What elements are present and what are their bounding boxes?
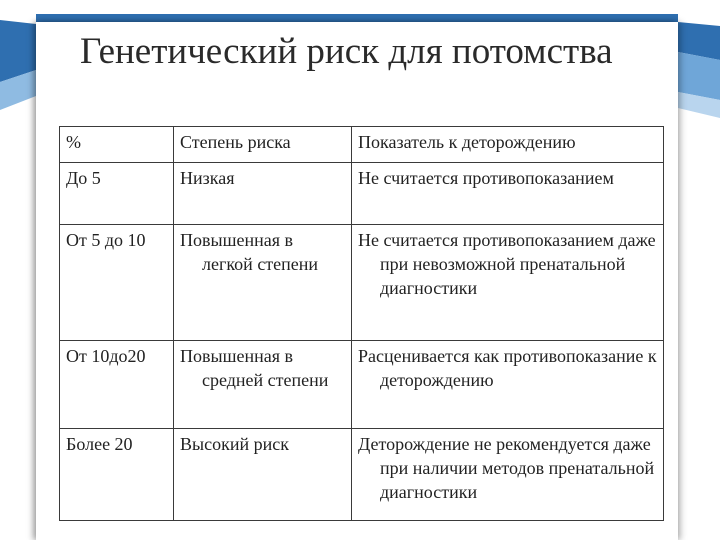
frame-top-edge (36, 14, 678, 22)
page-title: Генетический риск для потомства (80, 31, 613, 72)
table-cell-childbearing (352, 163, 664, 225)
table-row (60, 225, 664, 341)
genetic-risk-table (59, 126, 664, 521)
header-cell-childbearing: Показатель к деторождению (352, 127, 664, 163)
cell-text: Высокий риск (180, 434, 289, 454)
table-cell-percent: До 5 (60, 163, 174, 225)
table-header-row (60, 127, 664, 163)
table-row (60, 163, 664, 225)
cell-text: Деторождение не рекомендуется даже при наличии методов пренатальной диагностики (358, 434, 655, 502)
table-cell-risk-level (174, 429, 352, 521)
table-cell-childbearing (352, 225, 664, 341)
cell-text: Расценивается как противопоказание к деторождению (358, 346, 657, 390)
cell-text: Не считается противопоказанием даже при невозможной пренатальной диагностики (358, 230, 656, 298)
table-cell-childbearing (352, 341, 664, 429)
cell-text: Не считается противопоказанием (358, 168, 614, 188)
cell-text: Повышенная в легкой степени (180, 230, 319, 274)
cell-text: Низкая (180, 168, 235, 188)
table-cell-percent: От 10до20 (60, 341, 174, 429)
table-cell-risk-level (174, 163, 352, 225)
table-cell-risk-level (174, 341, 352, 429)
cell-text: Повышенная в средней степени (180, 346, 329, 390)
header-cell-percent: % (60, 127, 174, 163)
header-cell-risk-level: Степень риска (174, 127, 352, 163)
table-cell-percent: Более 20 (60, 429, 174, 521)
table-cell-childbearing (352, 429, 664, 521)
frame-right-stripe-light (678, 52, 720, 100)
table-cell-risk-level (174, 225, 352, 341)
table-cell-percent: От 5 до 10 (60, 225, 174, 341)
table-row (60, 429, 664, 521)
table-row (60, 341, 664, 429)
